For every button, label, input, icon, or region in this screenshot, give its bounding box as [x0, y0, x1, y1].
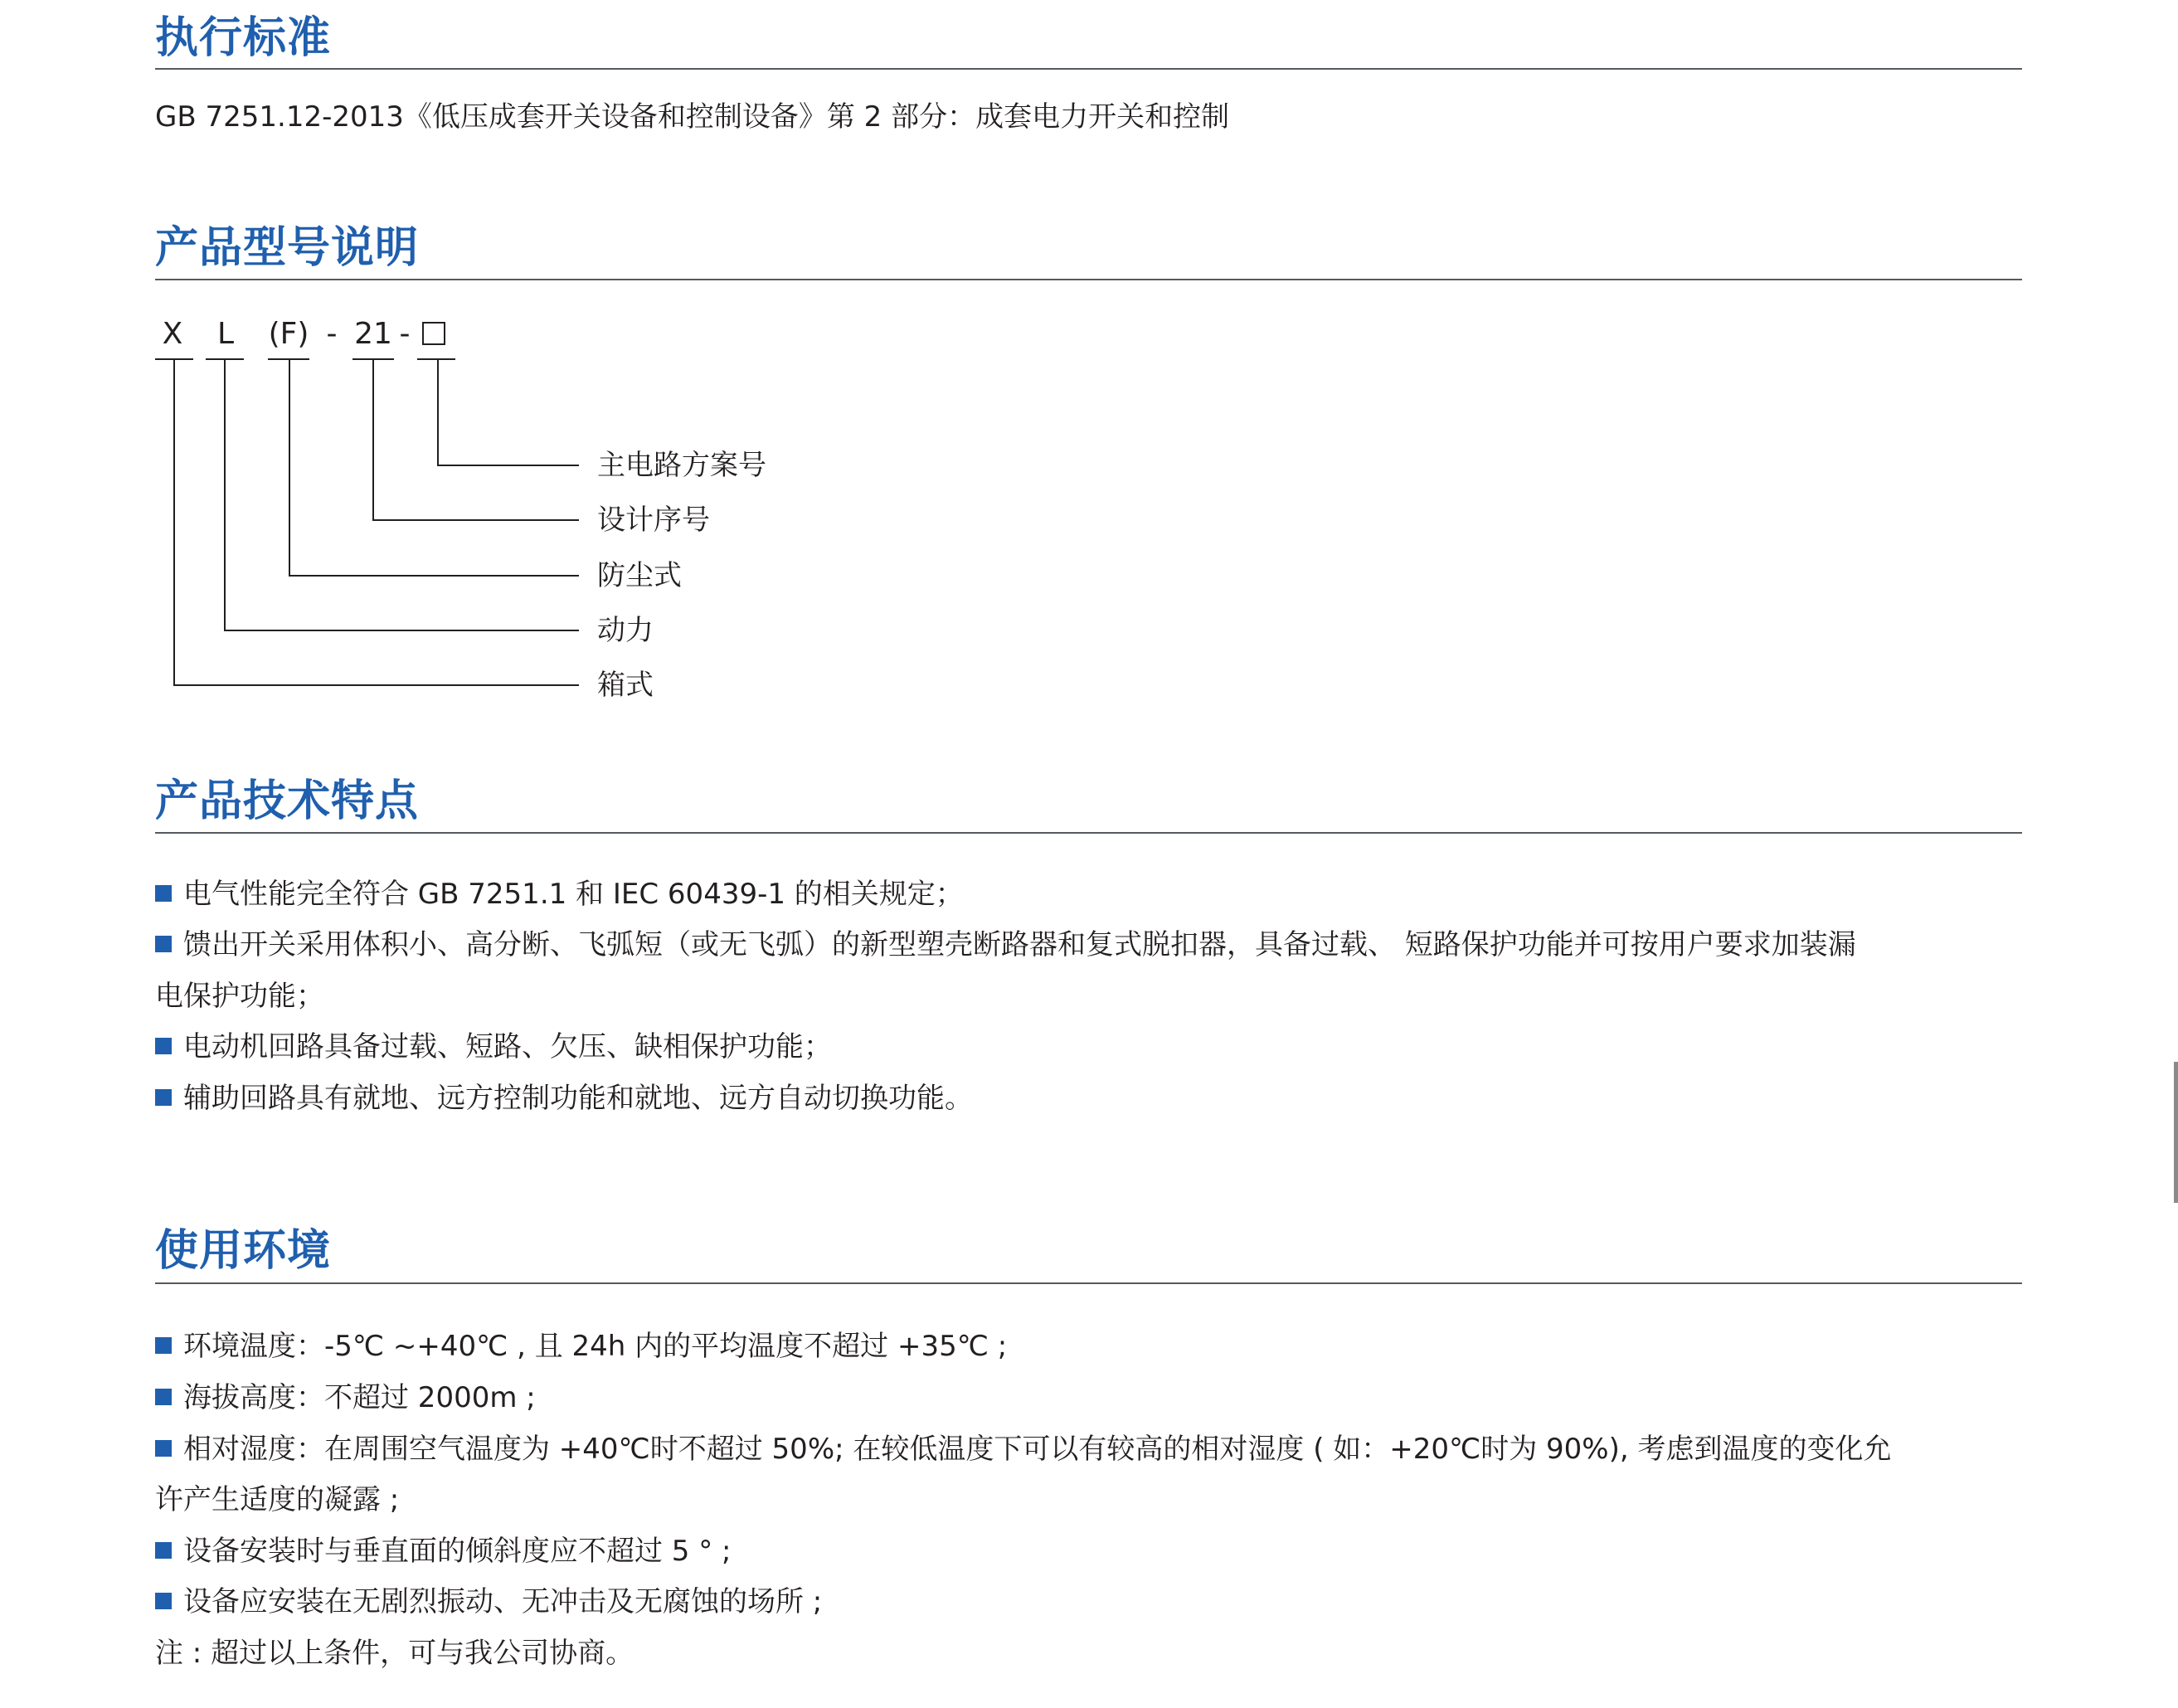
environment-item: 海拔高度：不超过 2000m ; [155, 1384, 536, 1412]
legend-power: 动力 [597, 614, 654, 647]
connector-line [289, 575, 579, 577]
environment-item: 设备应安装在无剧烈振动、无冲击及无腐蚀的场所 ; [155, 1588, 822, 1616]
section-divider [155, 68, 2022, 70]
legend-design-number: 设计序号 [597, 504, 710, 537]
legend-box-type: 箱式 [597, 669, 654, 702]
model-char-f: (F) [268, 317, 309, 351]
legend-dustproof: 防尘式 [597, 559, 682, 592]
bullet-square-icon [155, 1440, 172, 1457]
environment-note: 注 : 超过以上条件，可与我公司协商。 [155, 1637, 634, 1670]
environment-item: 相对湿度：在周围空气温度为 +40℃时不超过 50%; 在较低温度下可以有较高的相对湿度 ( 如：+20℃时为 90%), 考虑到温度的变化允 [155, 1435, 1891, 1463]
bullet-square-icon [155, 1038, 172, 1054]
bullet-square-icon [155, 1337, 172, 1354]
section-title-standard: 执行标准 [155, 13, 332, 63]
model-char-dash: - [399, 317, 411, 351]
connector-line [372, 359, 374, 520]
bullet-square-icon [155, 885, 172, 902]
legend-main-circuit: 主电路方案号 [597, 449, 766, 482]
section-divider [155, 832, 2022, 834]
feature-item: 电动机回路具备过载、短路、欠压、缺相保护功能； [155, 1033, 832, 1061]
section-title-environment: 使用环境 [155, 1226, 332, 1276]
bullet-square-icon [155, 1542, 172, 1559]
bullet-square-icon [155, 1593, 172, 1609]
section-divider [155, 1282, 2022, 1284]
model-underline [417, 358, 455, 360]
environment-item: 设备安装时与垂直面的倾斜度应不超过 5 ° ; [155, 1537, 732, 1565]
connector-line [224, 630, 579, 631]
section-title-features: 产品技术特点 [155, 776, 420, 826]
model-char-x: X [162, 317, 183, 351]
section-divider [155, 279, 2022, 280]
feature-item: 电气性能完全符合 GB 7251.1 和 IEC 60439-1 的相关规定； [155, 880, 964, 908]
connector-line [173, 359, 175, 685]
model-char-dash: - [326, 317, 338, 351]
model-box-symbol [422, 322, 445, 345]
connector-line [289, 359, 290, 576]
bullet-square-icon [155, 1389, 172, 1405]
standard-text: GB 7251.12-2013《低压成套开关设备和控制设备》第 2 部分：成套电力开关和控制 [155, 100, 1230, 134]
bullet-square-icon [155, 936, 172, 952]
feature-item: 辅助回路具有就地、远方控制功能和就地、远方自动切换功能。 [155, 1084, 973, 1112]
connector-line [372, 519, 579, 521]
connector-line [437, 465, 579, 466]
environment-item: 环境温度：-5℃ ~+40℃ , 且 24h 内的平均温度不超过 +35℃ ; [155, 1332, 1007, 1360]
model-char-l: L [216, 317, 235, 351]
model-char-21: 21 [354, 317, 392, 351]
feature-item: 馈出开关采用体积小、高分断、飞弧短（或无飞弧）的新型塑壳断路器和复式脱扣器，具备过载、 短路保护功能并可按用户要求加装漏 [155, 931, 1856, 959]
environment-item-continued: 许产生适度的凝露 ; [155, 1483, 400, 1516]
connector-line [224, 359, 226, 630]
connector-line [437, 359, 439, 465]
connector-line [173, 684, 579, 686]
bullet-square-icon [155, 1089, 172, 1106]
section-title-model: 产品型号说明 [155, 223, 420, 273]
page-edge-mark [2174, 1062, 2178, 1203]
feature-item-continued: 电保护功能； [155, 980, 324, 1013]
